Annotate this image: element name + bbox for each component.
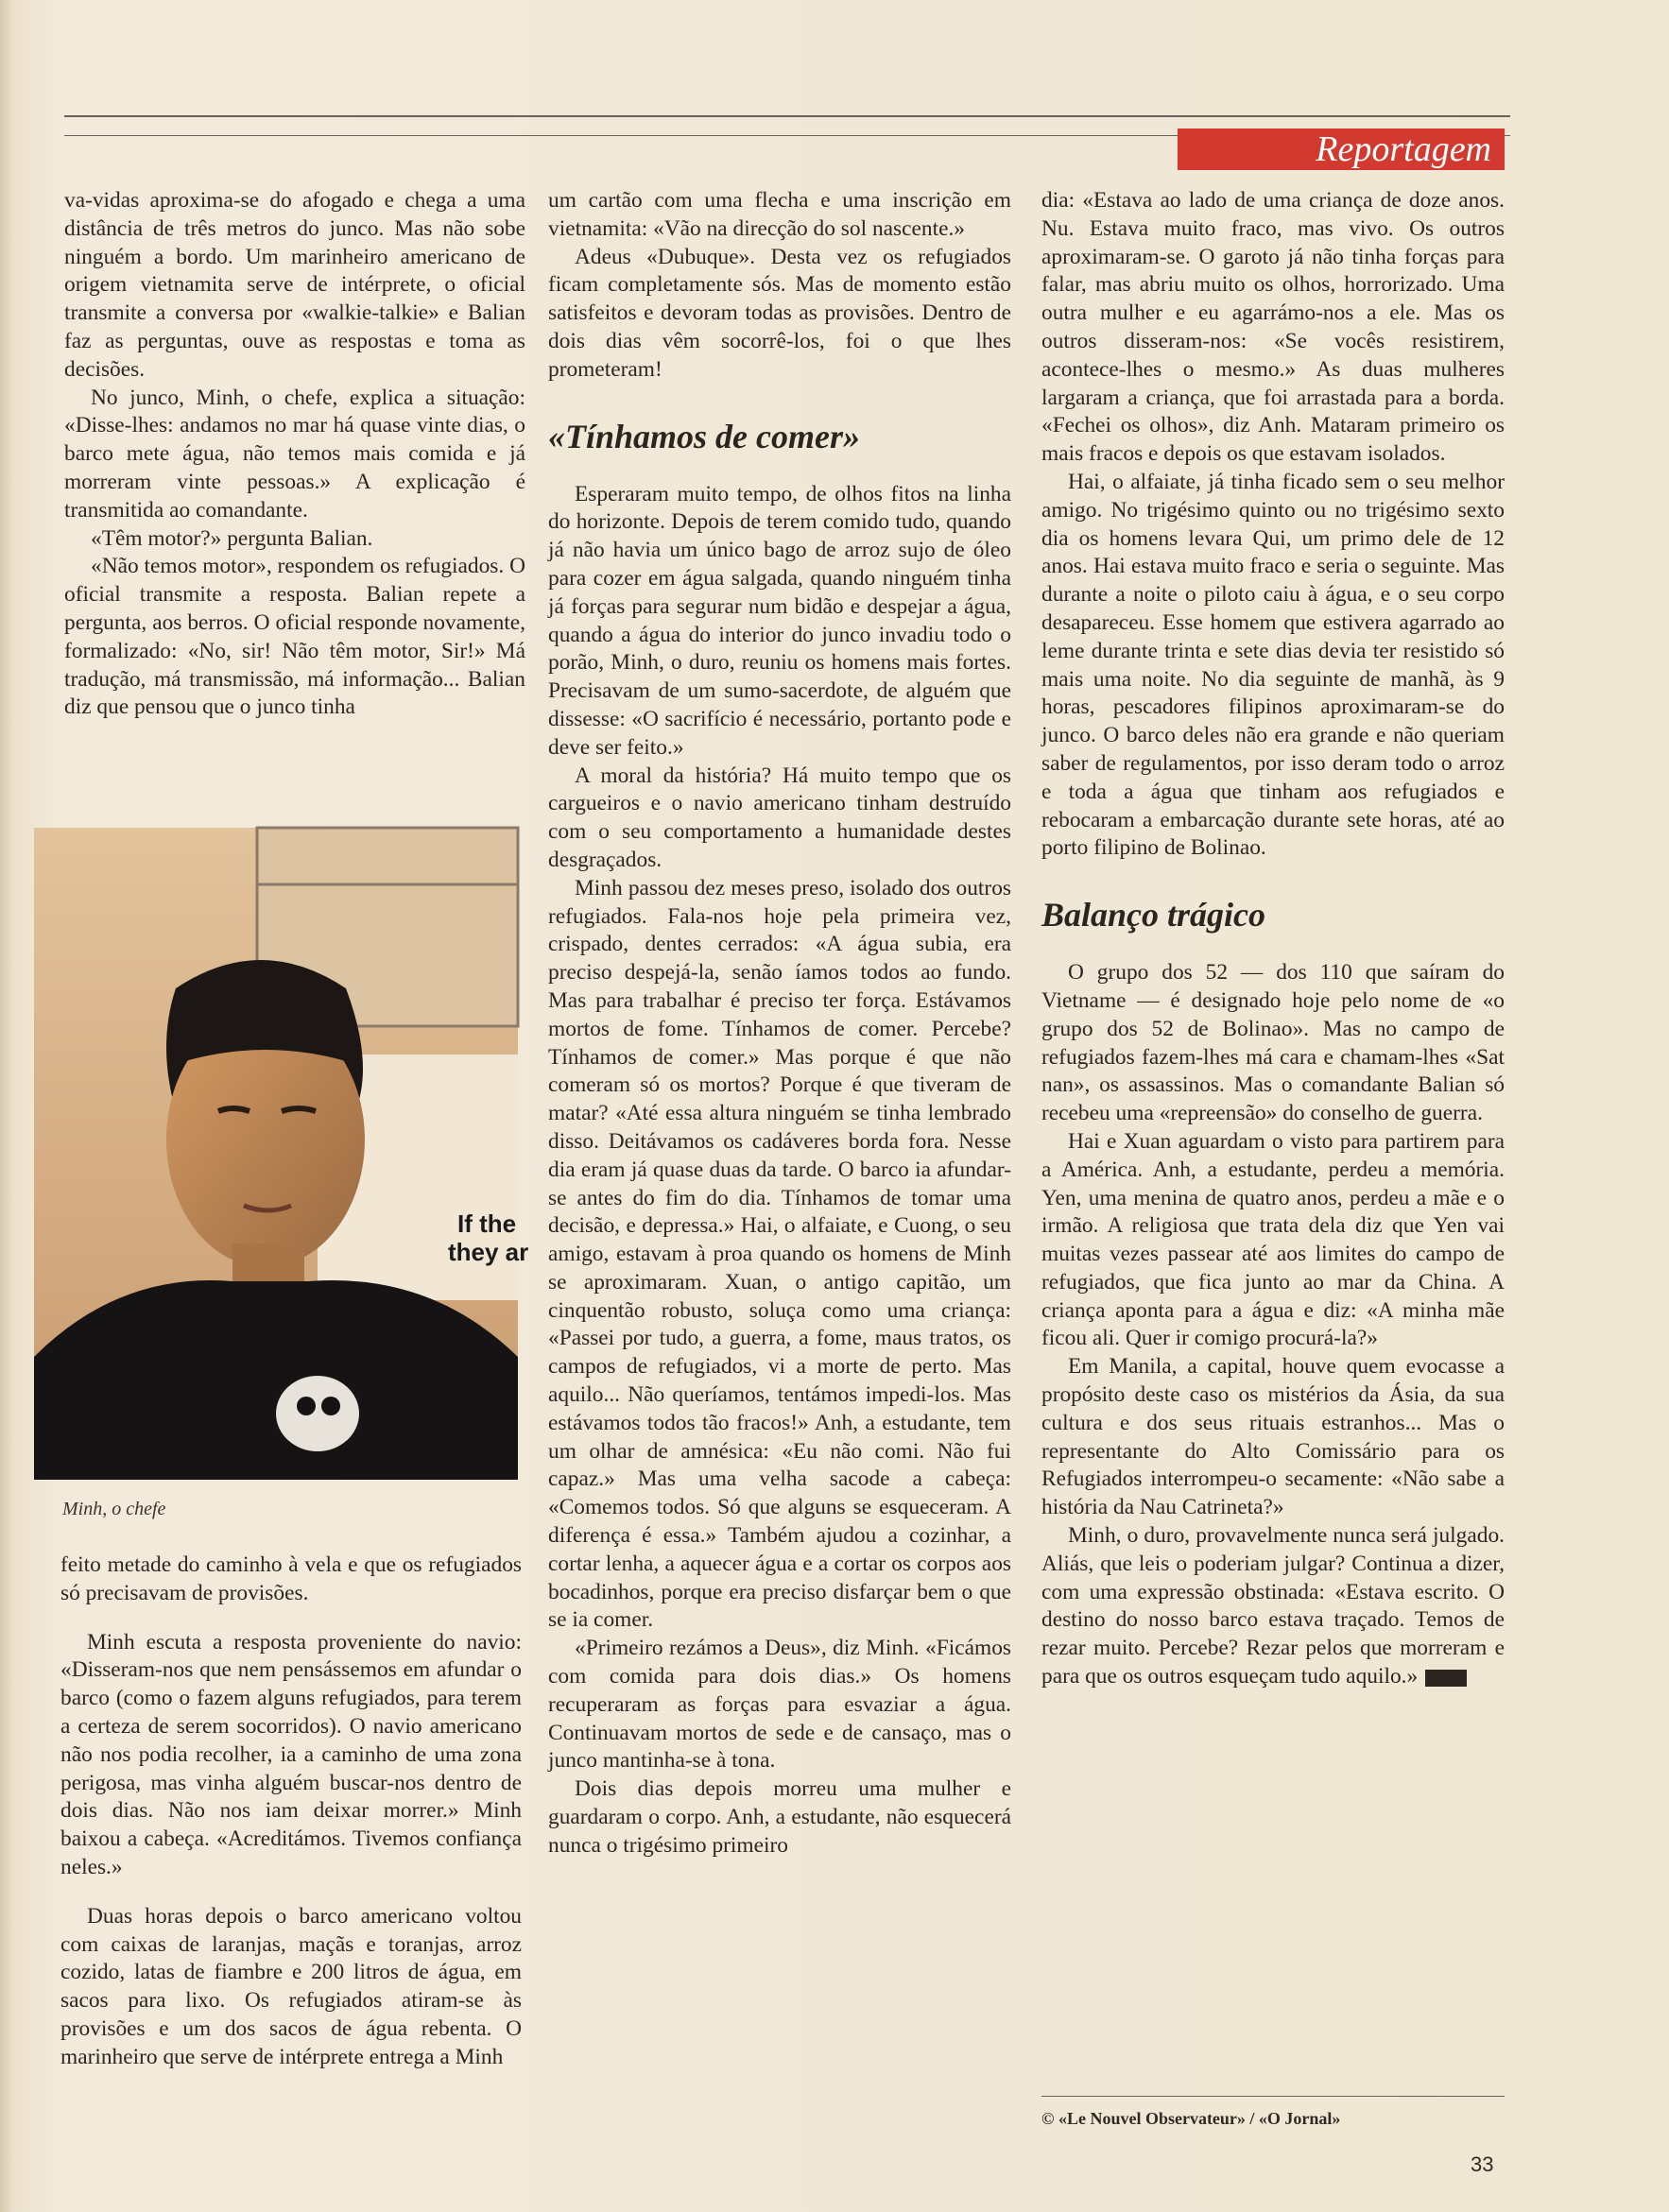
paragraph-text: Minh, o duro, provavelmente nunca será julgado. Aliás, que leis o poderiam julgar? Continua a dizer, com uma expressão obstinada: «Estava escrito. O destino do nosso barco estava traçado. Temos de rezar muito. Percebe? Rezar pelos que morreram e para que os outros esqueçam tudo aquilo.» bbox=[1041, 1523, 1505, 1689]
subheading-balanco: Balanço trágico bbox=[1041, 896, 1266, 935]
paragraph: Esperaram muito tempo, de olhos fitos na linha do horizonte. Depois de terem comido tudo, quando já não havia um único bago de arroz sujo de óleo para cozer em água salgada, quando ninguém tinha já forças para segurar num bidão e despejar a água, quando a água do interior do junco invadiu todo o porão, Minh, o duro, reuniu os homens mais fortes. Precisavam de um sumo-sacerdote, de alguém que dissesse: «O sacrifício é necessário, portanto pode e deve ser feito.» bbox=[548, 481, 1011, 760]
credit-rule bbox=[1041, 2096, 1505, 2097]
sign-text: If the bbox=[457, 1209, 517, 1238]
page-number: 33 bbox=[1471, 2152, 1494, 2176]
source-credit: © «Le Nouvel Observateur» / «O Jornal» bbox=[1041, 2109, 1341, 2128]
paragraph: «Não temos motor», respondem os refugiados. O oficial transmite a resposta. Balian repete a pergunta, aos berros. O oficial responde novamente, formalizado: «No, sir! Não têm motor, Sir!» Má tradução, má transmissão, má informação... Balian diz que pensou que o junco tinha bbox=[64, 554, 525, 720]
paragraph: No junco, Minh, o chefe, explica a situação: «Disse-lhes: andamos no mar há quase vinte dias, o barco mete água, não temos mais comida e já morreram vinte pessoas.» A explicação é transmitida ao comandante. bbox=[64, 385, 525, 523]
paragraph: O grupo dos 52 — dos 110 que saíram do Vietname — é designado hoje pelo nome de «o grupo dos 52 de Bolinao». Mas no campo de refugiados fazem-lhes má cara e chamam-lhes «Sat nan», os assassinos. Mas o comandante Balian só recebeu uma «repreensão» do conselho de guerra. bbox=[1041, 960, 1505, 1126]
paragraph: A moral da história? Há muito tempo que os cargueiros e o navio americano tinham destruído com o seu comportamento a humanidade destes desgraçados. bbox=[548, 763, 1011, 872]
paragraph: Minh passou dez meses preso, isolado dos outros refugiados. Fala-nos hoje pela primeira vez, crispado, dentes cerrados: «A água subia, era preciso despejá-la, senão íamos todos ao fundo. Mas para trabalhar é preciso ter força. Estávamos mortos de fome. Tínhamos de comer. Percebe? Tínhamos de comer.» Mas porque é que não comeram só os mortos? Porque é que tiveram de matar? «Até essa altura ninguém se tinha lembrado disso. Deitávamos os cadáveres borda fora. Nesse dia eram já quase duas da tarde. O barco ia afundar-se antes do fim do dia. Tínhamos de tomar uma decisão, e depressa.» Hai, o alfaiate, e Cuong, o seu amigo, estavam à proa quando os homens de Minh se aproximaram. Xuan, o antigo capitão, um cinquentão robusto, soluça como uma criança: «Passei por tudo, a guerra, a fome, maus tratos, os campos de refugiados, vi a morte de perto. Mas aquilo... Não queríamos, tentámos impedi-los. Mas estávamos todos tão fracos!» Anh, a estudante, tem um olhar de amnésica: «Eu não comi. Não fui capaz.» Mas uma velha sacode a cabeça: «Comemos todos. Só que alguns se esqueceram. A diferença é essa.» Também ajudou a cozinhar, a cortar lenha, a aquecer água e a cortar os corpos aos bocadinhos, porque era preciso disfarçar bem o que se ia comer. bbox=[548, 875, 1011, 1633]
header-rule bbox=[64, 115, 1510, 117]
paragraph: «Primeiro rezámos a Deus», diz Minh. «Ficámos com comida para dois dias.» Os homens recuperaram as forças para esvaziar a água. Continuavam mortos de sede e de cansaço, mas o junco mantinha-se à tona. bbox=[548, 1636, 1011, 1774]
paragraph: dia: «Estava ao lado de uma criança de doze anos. Nu. Estava muito fraco, mas vivo. Os outros aproximaram-se. O garoto já não tinha forças para falar, mas abriu muito os olhos, horrorizado. Uma outra mulher e eu agarrámo-nos a ele. Mas os outros disseram-nos: «Se vocês resistirem, acontece-lhes o mesmo.» As duas mulheres largaram a criança, que foi arrastada para a borda. «Fechei os olhos», diz Anh. Mataram primeiro os mais fracos e depois os que estavam isolados. bbox=[1041, 188, 1505, 467]
paragraph: Hai, o alfaiate, já tinha ficado sem o seu melhor amigo. No trigésimo quinto ou no trigésimo sexto dia os homens levara Qui, um primo dele de 12 anos. Hai estava muito fraco e seria o seguinte. Mas durante a noite o piloto caiu à água, e o seu corpo desapareceu. Esse homem que estivera agarrado ao leme durante trinta e sete dias devia ter resistido só mais uma noite. No dia seguinte de manhã, às 9 horas, pescadores filipinos aproximaram-se do junco. O barco deles não era grande e não queriam saber de regulamentos, por isso deram todo o arroz e toda a água que tinham aos refugiados e rebocaram a embarcação durante sete horas, até ao porto filipino de Bolinao. bbox=[1041, 469, 1505, 861]
paragraph: Dois dias depois morreu uma mulher e guardaram o corpo. Anh, a estudante, não esquecerá nunca o trigésimo primeiro bbox=[548, 1776, 1011, 1858]
column-2 bbox=[548, 187, 1011, 1860]
column-1-bottom bbox=[60, 1552, 522, 2072]
subheading-tinhamos: «Tínhamos de comer» bbox=[548, 417, 860, 455]
paragraph: Hai e Xuan aguardam o visto para partirem para a América. Anh, a estudante, perdeu a memória. Yen, uma menina de quatro anos, perdeu a mãe e o irmão. A religiosa que trata dela diz que Yen vai muitas vezes passear até aos limites do campo de refugiados, que fica junto ao mar da China. A criança aponta para a água e diz: «A minha mãe ficou ali. Quer ir comigo procurá-la?» bbox=[1041, 1128, 1505, 1351]
section-tag: Reportagem bbox=[1178, 129, 1505, 170]
paragraph: feito metade do caminho à vela e que os refugiados só precisavam de provisões. bbox=[60, 1552, 522, 1605]
paragraph bbox=[1041, 1522, 1505, 1691]
paragraph: Duas horas depois o barco americano voltou com caixas de laranjas, maçãs e toranjas, arroz cozido, latas de fiambre e 200 litros de água, em sacos para lixo. Os refugiados atiram-se às provisões e um dos sacos de água rebenta. O marinheiro que serve de intérprete entrega a Minh bbox=[60, 1903, 522, 2069]
paragraph: va-vidas aproxima-se do afogado e chega a uma distância de três metros do junco. Mas não sobe ninguém a bordo. Um marinheiro americano de origem vietnamita serve de intérprete, o oficial transmite a conversa por «walkie-talkie» e Balian faz as perguntas, ouve as respostas e toma as decisões. bbox=[64, 188, 525, 382]
paragraph: «Têm motor?» pergunta Balian. bbox=[91, 525, 373, 551]
paragraph: Em Manila, a capital, houve quem evocasse a propósito deste caso os mistérios da Ásia, da sua cultura e dos seus rituais estranhos... Mas o representante do Alto Comissário para os Refugiados interrompeu-o secamente: «Não sabe a história da Nau Catrineta?» bbox=[1041, 1354, 1505, 1520]
portrait-illustration bbox=[34, 828, 529, 1480]
end-mark-logo bbox=[1425, 1670, 1467, 1687]
sign-text: they ar bbox=[448, 1238, 529, 1266]
paragraph: Minh escuta a resposta proveniente do navio: «Disseram-nos que nem pensássemos em afundar o barco (como o fazem alguns refugiados, para terem a certeza de serem socorridos). O navio americano não nos podia recolher, ia a caminho de uma zona perigosa, mas vinha alguém buscar-nos dentro de dois dias. Não nos iam deixar morrer.» Minh baixou a cabeça. «Acreditámos. Tivemos confiança neles.» bbox=[60, 1629, 522, 1879]
photo-caption: Minh, o chefe bbox=[62, 1499, 166, 1519]
photo-minh bbox=[34, 828, 529, 1480]
paragraph: um cartão com uma flecha e uma inscrição em vietnamita: «Vão na direcção do sol nascente.» bbox=[548, 188, 1011, 241]
paragraph: Adeus «Dubuque». Desta vez os refugiados ficam completamente sós. Mas de momento estão satisfeitos e devoram todas as provisões. Dentro de dois dias vêm socorrê-los, foi o que lhes prometeram! bbox=[548, 244, 1011, 382]
column-1-top bbox=[64, 187, 525, 722]
column-3 bbox=[1041, 187, 1505, 1691]
